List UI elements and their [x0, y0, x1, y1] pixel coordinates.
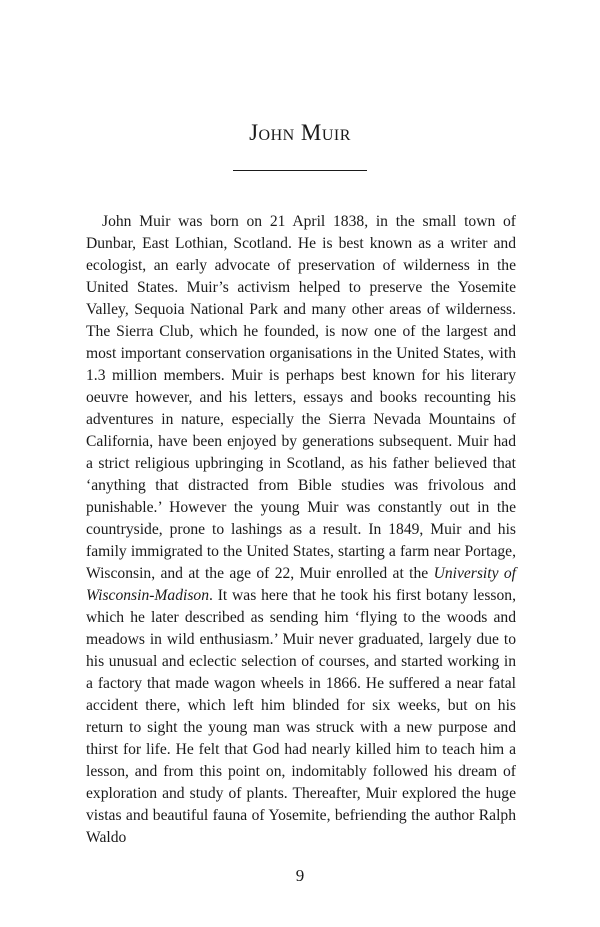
paragraph-segment-2: . It was here that he took his first botany lesson, which he later described as sending him ‘flying to the woods and meadows in wild enthusiasm.’ Muir never graduated, largely due to his unusual and eclectic selection of courses, and started working in a factory that made wagon wheels in 1866. He suffered a near fatal accident there, which left him blinded for six weeks, but on his return to sight the young man was struck with a new purpose and thirst for life. He felt that God had nearly killed him to teach him a lesson, and from this point on, indomitably followed his dream of exploration and study of plants. Thereafter, Muir explored the huge vistas and beautiful fauna of Yosemite, befriending the author Ralph Waldo [86, 587, 516, 846]
chapter-title: John Muir [249, 120, 351, 145]
paragraph-segment-1: John Muir was born on 21 April 1838, in the small town of Dunbar, East Lothian, Scotland. He is best known as a writer and ecologist, an early advocate of preservation of wilderness in the United States. Muir’s activism helped to preserve the Yosemite Valley, Sequoia National Park and many other areas of wilderness. The Sierra Club, which he founded, is now one of the largest and most important conservation organisations in the United States, with 1.3 million members. Muir is perhaps best known for his literary oeuvre however, and his letters, essays and books recounting his adventures in nature, especially the Sierra Nevada Mountains of California, have been enjoyed by generations subsequent. Muir had a strict religious upbringing in Scotland, as his father believed that ‘anything that distracted from Bible studies was frivolous and punishable.’ However the young Muir was constantly out in the countryside, prone to lashings as a result. In 1849, Muir and his family immigrated to the United States, starting a farm near Portage, Wisconsin, and at the age of 22, Muir enrolled at the [86, 213, 516, 582]
italic-institution-name: University of Wisconsin-Madison [86, 565, 517, 604]
page-number: 9 [295, 866, 305, 885]
body-paragraph [86, 211, 516, 849]
body-text [86, 211, 516, 849]
title-divider [233, 170, 367, 171]
